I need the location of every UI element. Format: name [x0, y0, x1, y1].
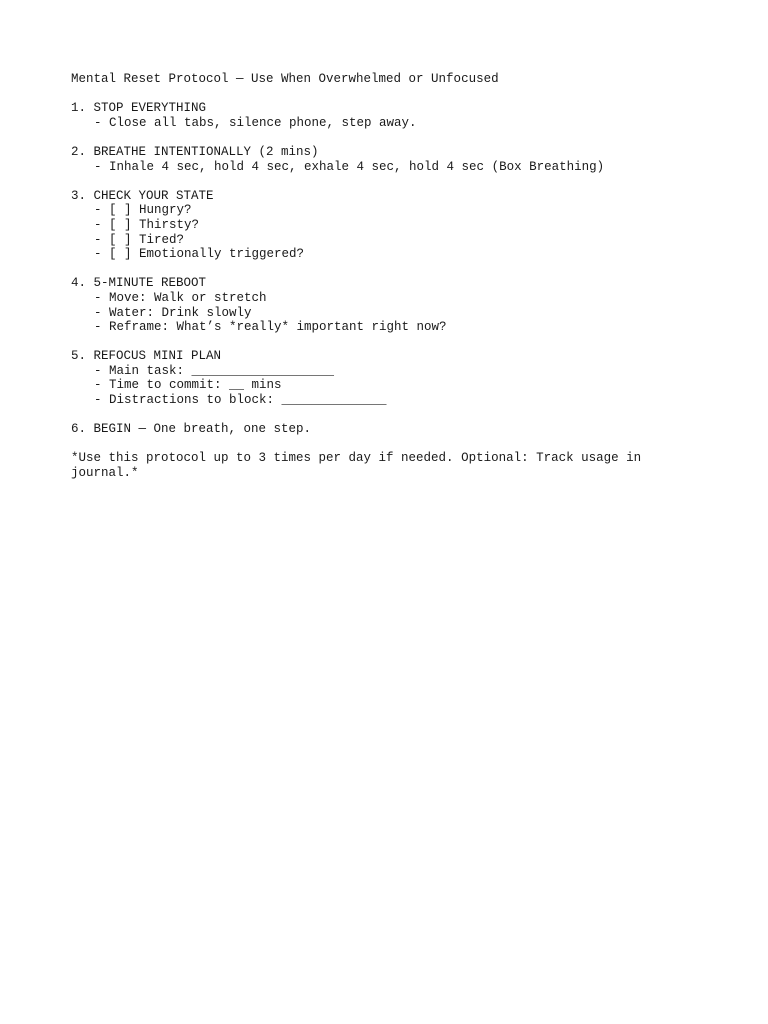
spacer [71, 408, 671, 423]
spacer [71, 437, 671, 452]
plan-item-distractions: - Distractions to block: ______________ [94, 393, 387, 408]
section-heading-1: 1. STOP EVERYTHING [71, 101, 207, 116]
reboot-item-reframe: - Reframe: What’s *really* important right now? [94, 320, 447, 335]
section-heading-3: 3. CHECK YOUR STATE [71, 188, 214, 203]
checklist-item-thirsty: - [ ] Thirsty? [94, 217, 200, 232]
section-heading-2: 2. BREATHE INTENTIONALLY (2 mins) [71, 144, 319, 159]
document-body [71, 72, 671, 481]
footnote: *Use this protocol up to 3 times per day if needed. Optional: Track usage in journal.* [71, 451, 649, 481]
document-title: Mental Reset Protocol — Use When Overwhelmed or Unfocused [71, 72, 499, 86]
checklist-item-tired: - [ ] Tired? [94, 232, 185, 247]
section-heading-6: 6. BEGIN — One breath, one step. [71, 422, 312, 437]
spacer [71, 130, 671, 145]
reboot-item-move: - Move: Walk or stretch [94, 290, 267, 305]
spacer [71, 87, 671, 102]
section-heading-4: 4. 5-MINUTE REBOOT [71, 276, 207, 291]
plan-item-time-to-commit: - Time to commit: __ mins [94, 378, 282, 393]
section-1-item: - Close all tabs, silence phone, step away. [94, 115, 417, 130]
reboot-item-water: - Water: Drink slowly [94, 305, 252, 320]
checklist-item-hungry: - [ ] Hungry? [94, 203, 192, 218]
spacer [71, 335, 671, 350]
spacer [71, 262, 671, 277]
checklist-item-emotionally-triggered: - [ ] Emotionally triggered? [94, 247, 305, 262]
section-heading-5: 5. REFOCUS MINI PLAN [71, 349, 222, 364]
spacer [71, 174, 671, 189]
section-2-item: - Inhale 4 sec, hold 4 sec, exhale 4 sec, hold 4 sec (Box Breathing) [94, 159, 605, 174]
plan-item-main-task: - Main task: ___________________ [94, 363, 335, 378]
